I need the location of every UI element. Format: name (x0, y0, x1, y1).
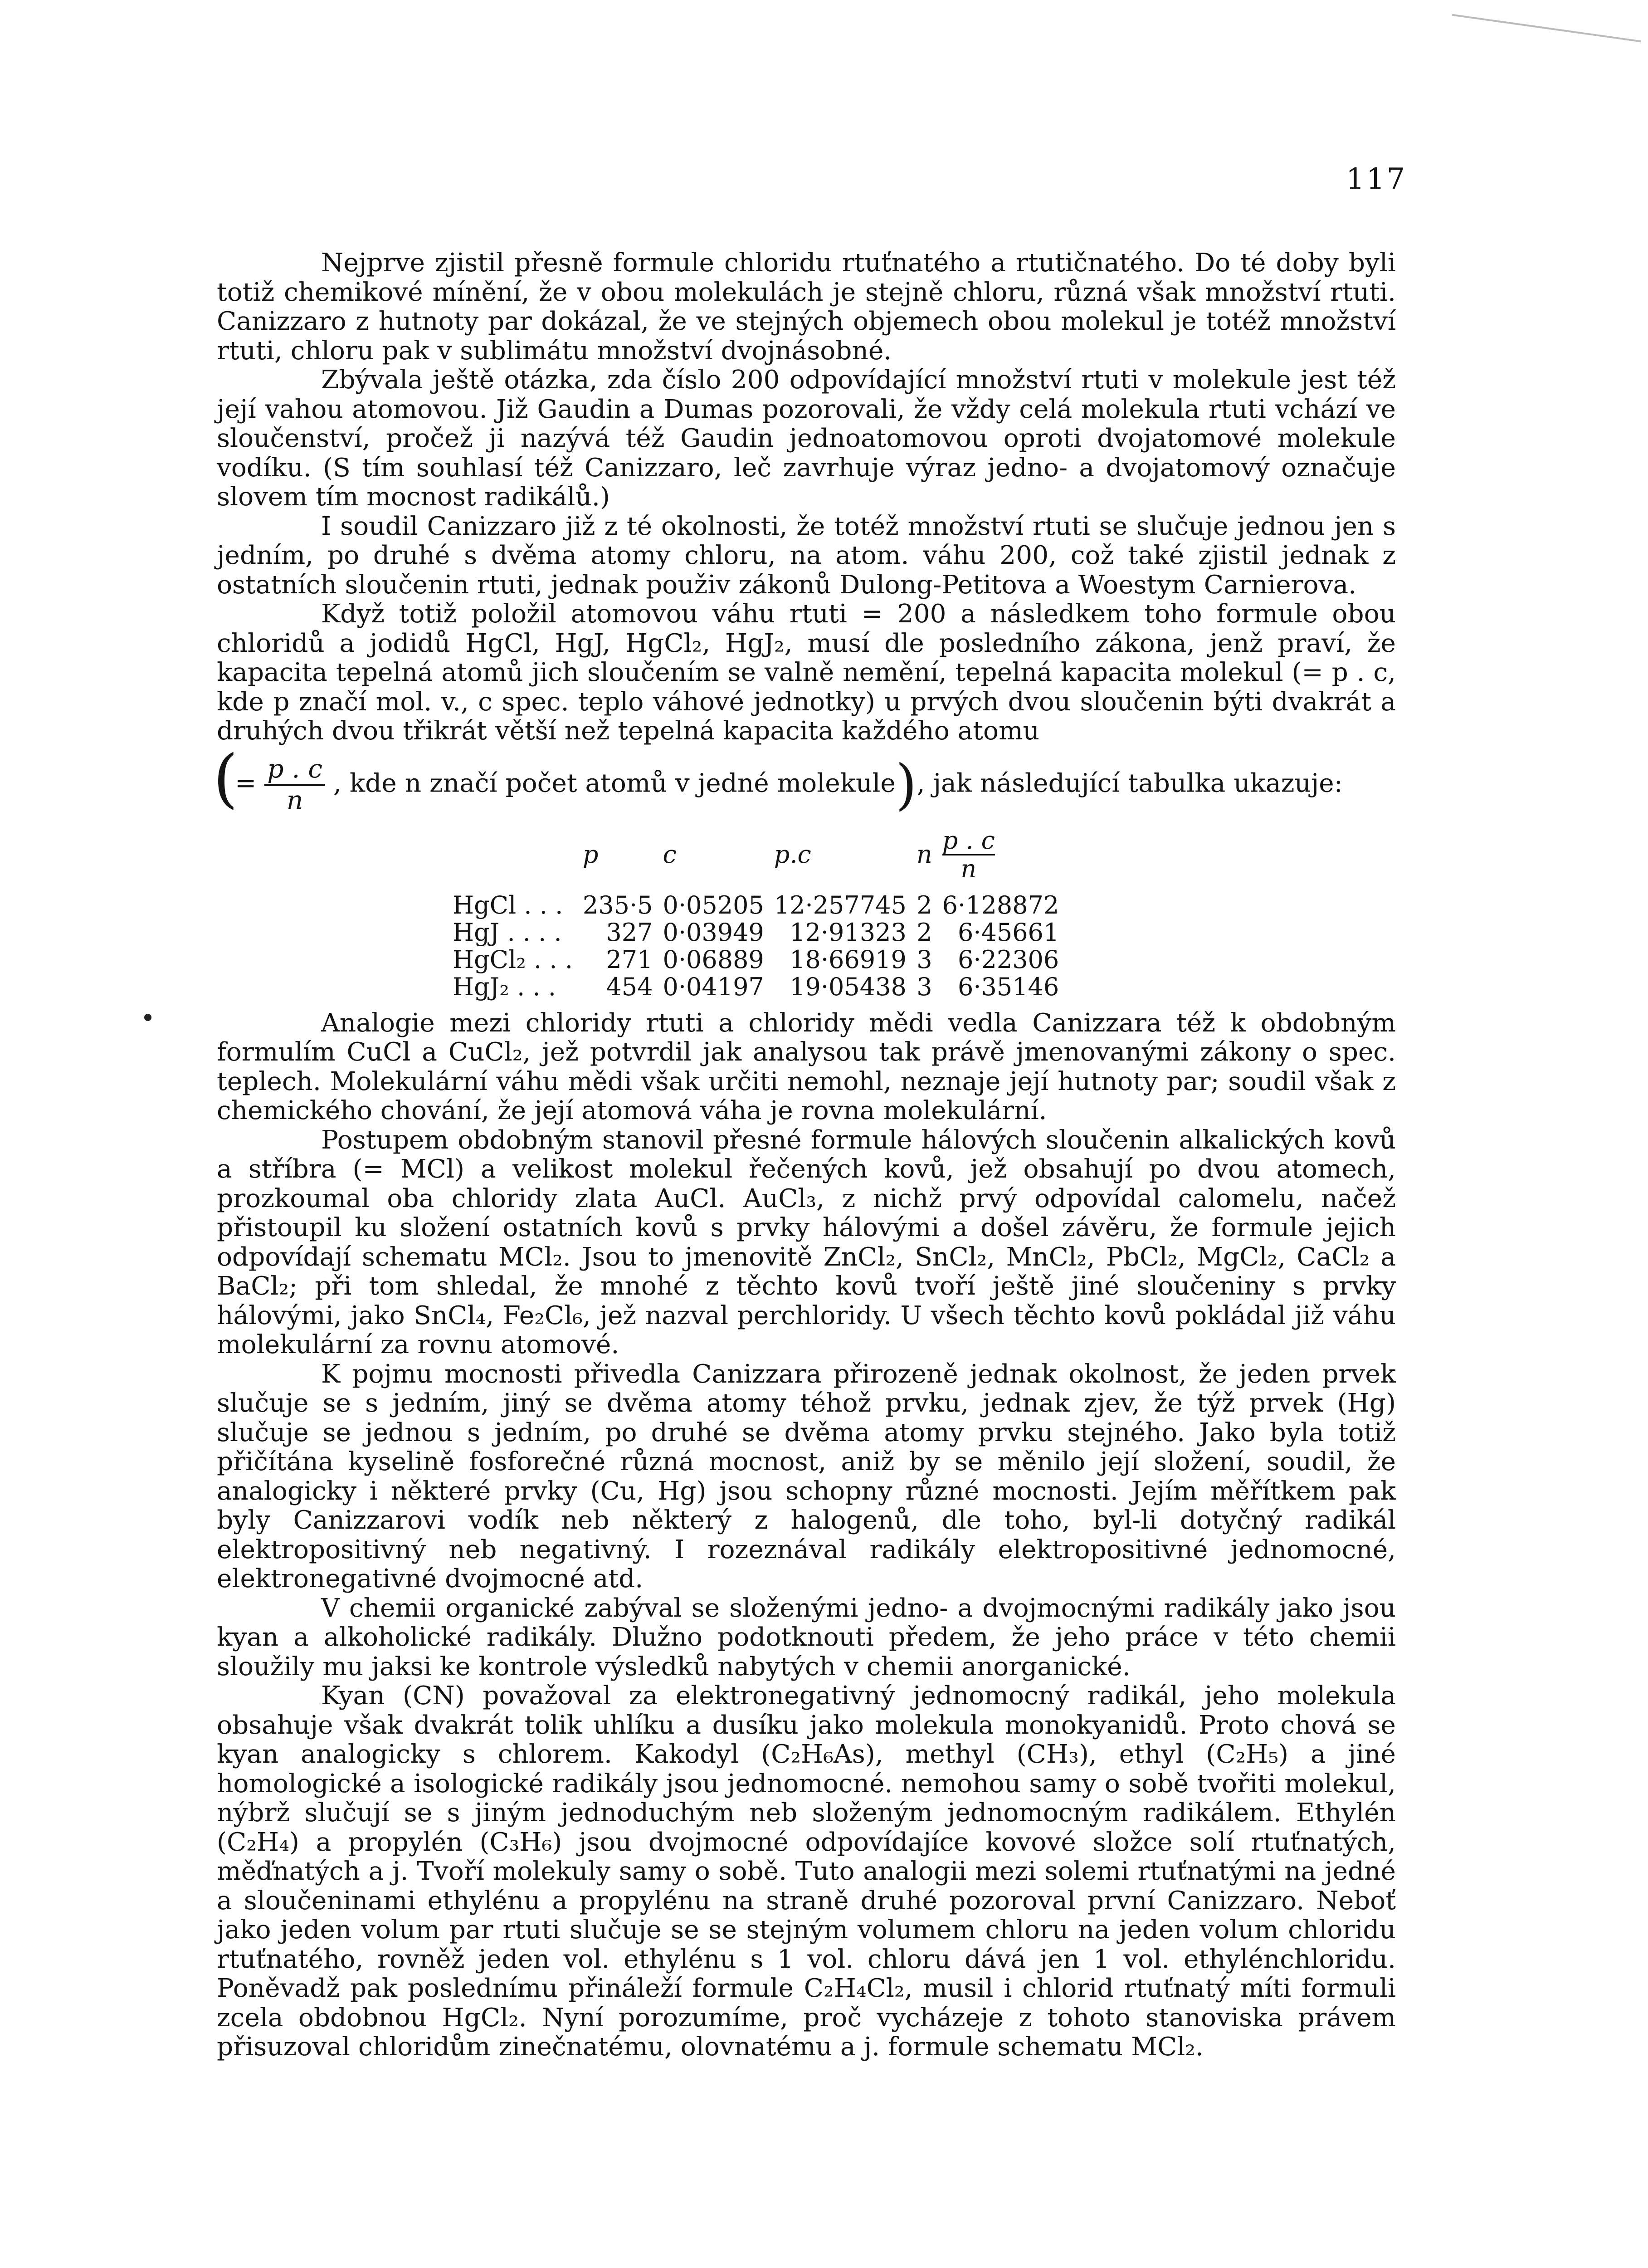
cell-n: 3 (917, 945, 932, 974)
table-header-p: p (582, 840, 599, 869)
page-body (213, 248, 1396, 2062)
cell-pc: 18·66919 (790, 945, 907, 974)
table-row (453, 946, 1069, 973)
compound-name: HgJ₂ . . . (453, 972, 556, 1001)
scan-edge-mark (1452, 14, 1641, 42)
cell-c: 0·03949 (663, 918, 764, 947)
cell-pc: 12·257745 (774, 890, 907, 919)
cell-c: 0·05205 (663, 890, 764, 919)
fraction-expression (235, 753, 1343, 817)
paragraph-8: V chemii organické zabýval se složenými jedno- a dvojmocnými radikály jako jsou kyan a alkoholické radikály. Dlužno podotknouti předem, že jeho práce v této chemii sloužily mu jaksi ke kontrole výsledků nabytých v chemii anorganické. (217, 1593, 1396, 1681)
cell-c: 0·04197 (663, 972, 764, 1001)
cell-pc: 19·05438 (790, 972, 907, 1001)
table-header-pc: p.c (774, 840, 811, 869)
paragraph-6: Postupem obdobným stanovil přesné formule hálových sloučenin alkalických kovů a stříbra (= MCl) a velikost molekul řečených kovů, jež obsahují po dvou atomech, prozkoumal oba chloridy zlata AuCl. AuCl₃, z nichž prvý odpovídal calomelu, načež přistoupil ku složení ostatních kovů s prvky hálovými a došel závěru, že formule jejich odpovídají schematu MCl₂. Jsou to jmenovitě ZnCl₂, SnCl₂, MnCl₂, PbCl₂, MgCl₂, CaCl₂ a BaCl₂; při tom shledal, že mnohé z těchto kovů tvoří ještě jiné sloučeniny s prvky hálovými, jako SnCl₄, Fe₂Cl₆, jež nazval perchloridy. U všech těchto kovů pokládal již váhu molekulární za rovnu atomové. (217, 1125, 1396, 1359)
table-row (453, 892, 1069, 919)
margin-dot (144, 1014, 151, 1021)
paragraph-7: K pojmu mocnosti přivedla Canizzara přirozeně jednak okolnost, že jeden prvek slučuje se s jedním, jiný se dvěma atomy téhož prvku, jednak zjev, že týž prvek (Hg) slučuje se jednou s jedním, po druhé se dvěma atomy prvku stejného. Jako byla totiž přičítána kyselině fosforečné různá mocnost, aniž by se měnilo její složení, soudil, že analogicky i některé prvky (Cu, Hg) jsou schopny různé mocnosti. Jejím měřítkem pak byly Canizzarovi vodík neb některý z halogenů, dle toho, byl-li dotyčný radikál elektropositivný neb negativný. I rozeznával radikály elektropositivné jednomocné, elektronegativné dvojmocné atd. (217, 1359, 1396, 1593)
table-header-n: n (916, 840, 932, 869)
paragraph-1: Nejprve zjistil přesně formule chloridu rtuťnatého a rtutičnatého. Do té doby byli totiž chemikové mínění, že v obou molekulách je stejně chloru, různá však množství rtuti. Canizzaro z hutnoty par dokázal, že ve stejných objemech obou molekul je totéž množství rtuti, chloru pak v sublimátu množství dvojnásobné. (217, 248, 1396, 366)
fraction-prefix: = (235, 768, 265, 798)
fraction-tail: , jak následující tabulka ukazuje: (917, 768, 1343, 798)
fraction-suffix: , kde n značí počet atomů v jedné molekule (333, 768, 896, 798)
cell-ratio: 6·35146 (957, 972, 1059, 1001)
specific-heat-table (453, 827, 1069, 1001)
cell-ratio: 6·45661 (957, 918, 1059, 947)
paragraph-3: I soudil Canizzaro již z té okolnosti, že totéž množství rtuti se slučuje jednou jen s jedním, po druhé s dvěma atomy chloru, na atom. váhu 200, což také zjistil jednak z ostatních sloučenin rtuti, jednak použiv zákonů Dulong-Petitova a Woestym Carnierova. (217, 511, 1396, 600)
table-header-c: c (663, 840, 677, 869)
fraction-numerator: p . c (264, 755, 325, 786)
table-header-name (453, 827, 583, 892)
cell-n: 2 (917, 918, 932, 947)
table-header-ratio (942, 827, 1069, 892)
cell-p: 327 (606, 918, 653, 947)
cell-p: 271 (606, 945, 653, 974)
paragraph-5: Analogie mezi chloridy rtuti a chloridy mědi vedla Canizzara též k obdobným formulím CuCl a CuCl₂, jež potvrdil jak analysou tak právě jmenovanými zákony o spec. teplech. Molekulární váhu mědi však určiti nemohl, neznaje její hutnoty par; soudil však z chemického chování, že její atomová váha je rovna molekulární. (217, 1008, 1396, 1125)
cell-ratio: 6·22306 (957, 945, 1059, 974)
cell-c: 0·06889 (663, 945, 764, 974)
open-bracket: ( (213, 741, 238, 816)
close-bracket: ) (895, 753, 917, 816)
cell-pc: 12·91323 (790, 918, 907, 947)
cell-ratio: 6·128872 (942, 890, 1059, 919)
page-number: 117 (1346, 162, 1407, 196)
fraction-denominator: n (286, 785, 303, 815)
compound-name: HgCl₂ . . . (453, 945, 573, 974)
table-row (453, 973, 1069, 1001)
cell-n: 2 (917, 890, 932, 919)
fraction (264, 755, 325, 815)
paragraph-9: Kyan (CN) považoval za elektronegativný jednomocný radikál, jeho molekula obsahuje však dvakrát tolik uhlíku a dusíku jako molekula monokyanidů. Proto chová se kyan analogicky s chlorem. Kakodyl (C₂H₆As), methyl (CH₃), ethyl (C₂H₅) a jiné homologické a isologické radikály jsou jednomocné. nemohou samy o sobě tvořiti molekul, nýbrž slučují se s jiným jednoduchým neb složeným jednomocným radikálem. Ethylén (C₂H₄) a propylén (C₃H₆) jsou dvojmocné odpovídajíce kovové složce solí rtuťnatých, měďnatých a j. Tvoří molekuly samy o sobě. Tuto analogii mezi solemi rtuťnatými na jedné a sloučeninami ethylénu a propylénu na straně druhé pozoroval první Canizzaro. Neboť jako jeden volum par rtuti slučuje se se stejným volumem chloru na jeden volum chloridu rtuťnatého, rovněž jeden vol. ethylénu s 1 vol. chloru dává jen 1 vol. ethylénchloridu. Poněvadž pak poslednímu přináleží formule C₂H₄Cl₂, musil i chlorid rtuťnatý míti formuli zcela obdobnou HgCl₂. Nyní porozumíme, proč vycházeje z tohoto stanoviska právem přisuzoval chloridům zinečnatému, olovnatému a j. formule schematu MCl₂. (217, 1681, 1396, 2062)
header-fraction-num: p . c (942, 826, 995, 855)
table-header-row (453, 827, 1069, 892)
cell-p: 454 (606, 972, 653, 1001)
header-fraction-den: n (961, 854, 977, 883)
cell-p: 235·5 (582, 890, 653, 919)
fraction-line (213, 741, 1396, 816)
paragraph-4: Když totiž položil atomovou váhu rtuti = 200 a následkem toho formule obou chloridů a jodidů HgCl, HgJ, HgCl₂, HgJ₂, musí dle posledního zákona, jenž praví, že kapacita tepelná atomů jich sloučením se valně nemění, tepelná kapacita molekul (= p . c, kde p značí mol. v., c spec. teplo váhové jednotky) u prvých dvou sloučenin býti dvakrát a druhých dvou třikrát větší než tepelná kapacita každého atomu (217, 599, 1396, 746)
paragraph-2: Zbývala ještě otázka, zda číslo 200 odpovídající množství rtuti v molekule jest též její vahou atomovou. Již Gaudin a Dumas pozorovali, že vždy celá molekula rtuti vchází ve sloučenství, pročež ji nazývá též Gaudin jednoatomovou oproti dvojatomové molekule vodíku. (S tím souhlasí též Canizzaro, leč zavrhuje výraz jedno- a dvojatomový označuje slovem tím mocnost radikálů.) (217, 365, 1396, 512)
compound-name: HgJ . . . . (453, 918, 562, 947)
compound-name: HgCl . . . (453, 890, 563, 919)
table-row (453, 919, 1069, 946)
cell-n: 3 (917, 972, 932, 1001)
header-fraction (942, 827, 995, 883)
